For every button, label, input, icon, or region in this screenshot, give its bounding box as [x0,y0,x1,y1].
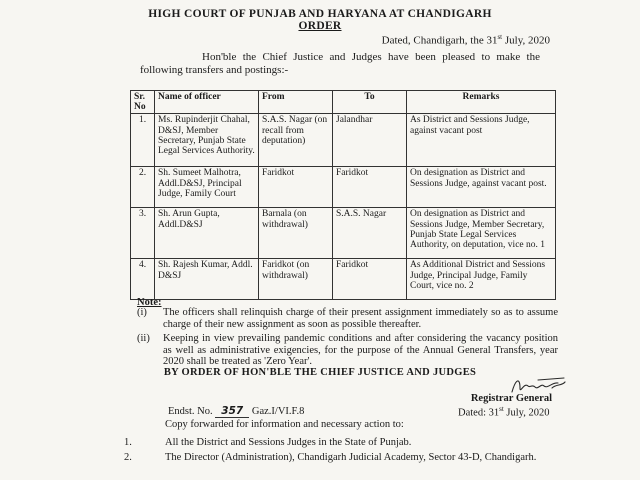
cell-name: Sh. Arun Gupta, Addl.D&SJ [155,208,259,259]
cell-name: Ms. Rupinderjit Chahal, D&SJ, Member Secretary, Punjab State Legal Services Authority. [155,114,259,167]
cell-to: Faridkot [333,259,407,300]
cell-name: Sh. Rajesh Kumar, Addl. D&SJ [155,259,259,300]
recipient-text: All the District and Sessions Judges in the State of Punjab. [165,437,412,448]
registrar-general: Registrar General [470,393,552,404]
intro-paragraph: Hon'ble the Chief Justice and Judges have been pleased to make the following transfers and postings:- [140,51,540,76]
header-from: From [259,91,333,114]
cell-sr: 4. [131,259,155,300]
document-type: ORDER [298,20,342,32]
recipient-number: 2. [124,452,132,463]
cell-to: Jalandhar [333,114,407,167]
cell-sr: 3. [131,208,155,259]
cell-remarks: As District and Sessions Judge, against vacant post [407,114,556,167]
table-row [131,167,556,208]
note-label: Note: [137,297,162,308]
order-line: BY ORDER OF HON'BLE THE CHIEF JUSTICE AND JUDGES [163,367,477,378]
endorsement-date: Dated: 31st July, 2020 [458,405,550,419]
transfers-table [130,90,556,300]
table-row [131,259,556,300]
cell-from: S.A.S. Nagar (on recall from deputation) [259,114,333,167]
cell-from: Faridkot [259,167,333,208]
header-to: To [333,91,407,114]
dated-line: Dated, Chandigarh, the 31st July, 2020 [381,33,550,47]
cell-to: Faridkot [333,167,407,208]
gazette-ref: Gaz.I/VI.F.8 [251,406,305,417]
cell-name: Sh. Sumeet Malhotra, Addl.D&SJ, Principal Judge, Family Court [155,167,259,208]
note-number: (ii) [137,333,150,344]
header-name: Name of officer [155,91,259,114]
header-sr-no: Sr. No [131,91,155,114]
table-header-row [131,91,556,114]
cell-from: Faridkot (on withdrawal) [259,259,333,300]
cell-sr: 2. [131,167,155,208]
cell-from: Barnala (on withdrawal) [259,208,333,259]
cell-to: S.A.S. Nagar [333,208,407,259]
cell-sr: 1. [131,114,155,167]
endorsement-line: Endst. No. 357 Gaz.I/VI.F.8 Dated: 31st July, 2020 [168,405,550,419]
court-title: HIGH COURT OF PUNJAB AND HARYANA AT CHANDIGARH [148,8,492,20]
endorsement-number: 357 [215,405,249,418]
note-text: The officers shall relinquish charge of their present assignment immediately so as to assume charge of their new assignment as soon as possible thereafter. [163,307,558,330]
recipient-number: 1. [124,437,132,448]
copy-forwarded-line: Copy forwarded for information and necessary action to: [165,419,404,430]
note-text: Keeping in view prevailing pandemic conditions and after considering the vacancy position as well as administrative exigencies, for the purpose of the Annual General Transfers, year 2020 shall be treated as 'Zero Year'. [163,333,558,367]
cell-remarks: On designation as District and Sessions Judge, Member Secretary, Punjab State Legal Services Authority, on deputation, vice no. 1 [407,208,556,259]
recipient-text: The Director (Administration), Chandigarh Judicial Academy, Sector 43-D, Chandigarh. [165,452,537,463]
cell-remarks: On designation as District and Sessions Judge, against vacant post. [407,167,556,208]
table-row [131,114,556,167]
note-number: (i) [137,307,147,318]
header-remarks: Remarks [407,91,556,114]
cell-remarks: As Additional District and Sessions Judge, Principal Judge, Family Court, vice no. 2 [407,259,556,300]
table-row [131,208,556,259]
